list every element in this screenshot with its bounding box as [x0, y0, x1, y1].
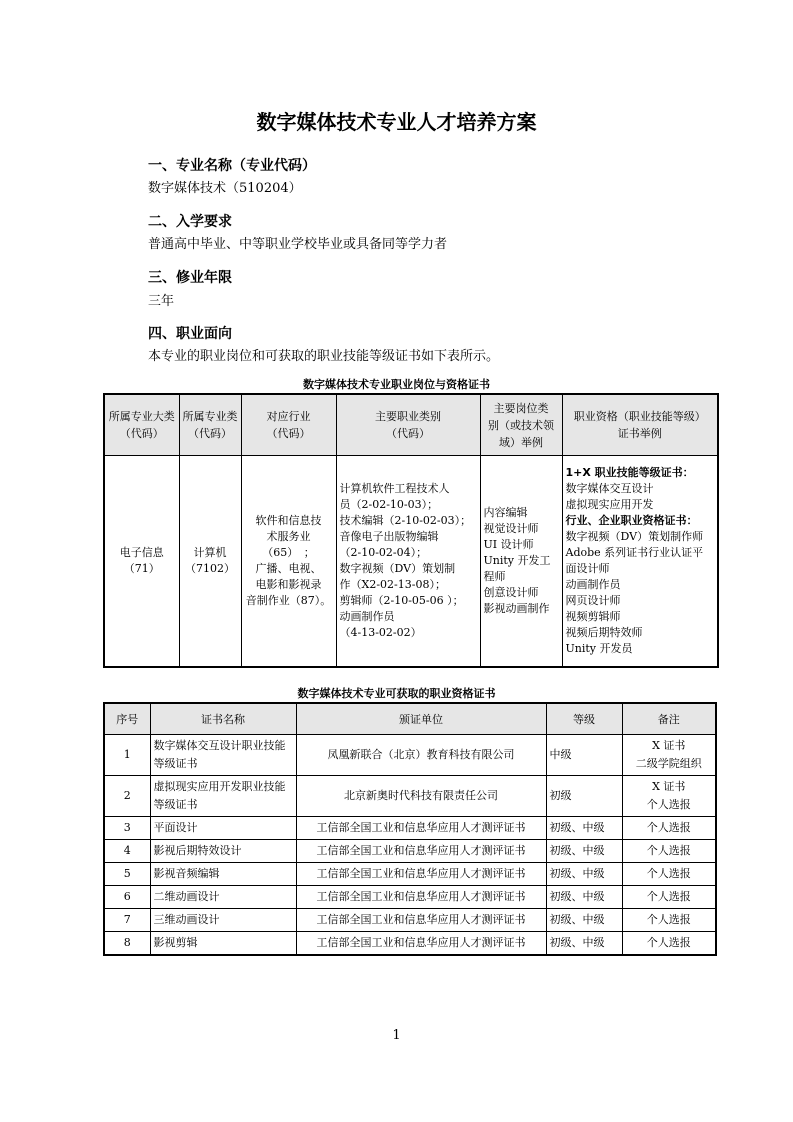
table-row: 2 虚拟现实应用开发职业技能等级证书 北京新奥时代科技有限责任公司 初级 X 证书 个人选报 — [104, 776, 716, 817]
table-row: 7 三维动画设计 工信部全国工业和信息华应用人才测评证书 初级、中级 个人选报 — [104, 909, 716, 932]
page-number: 1 — [392, 1028, 401, 1043]
career-table-header — [104, 394, 718, 456]
career-table — [103, 393, 719, 668]
header-issuer: 颁证单位 — [296, 703, 546, 735]
header-major-category: 所属专业大类 （代码） — [104, 394, 179, 456]
cell-major-category: 电子信息 （71） — [104, 456, 179, 668]
cell-industry: 软件和信息技 术服务业 （65） ； 广播、电视、 电影和影视录 音制作业（87）。 — [241, 456, 336, 668]
certificate-table-header — [104, 703, 716, 735]
section-text-major-name: 数字媒体技术（510204） — [148, 181, 302, 196]
career-table-row — [104, 456, 718, 668]
header-no: 序号 — [104, 703, 150, 735]
section-heading-admission: 二、入学要求 — [148, 214, 232, 230]
header-industry: 对应行业 （代码） — [241, 394, 336, 456]
section-heading-major-name: 一、专业名称（专业代码） — [148, 158, 316, 174]
table-row: 8 影视剪辑 工信部全国工业和信息华应用人才测评证书 初级、中级 个人选报 — [104, 932, 716, 956]
table2-caption: 数字媒体技术专业可获取的职业资格证书 — [297, 687, 496, 700]
section-text-duration: 三年 — [148, 294, 175, 309]
cell-occupations: 计算机软件工程技术人 员（2-02-10-03）； 技术编辑（2-10-02-03）； 音像电子出版物编辑 （2-10-02-04）； 数字视频（DV）策划制 作（X2-02-13-08）； 剪辑师（2-10-05-06 ）； 动画制作员 （4-13-02-02） — [336, 456, 480, 668]
header-position: 主要岗位类 别（或技术领 域）举例 — [480, 394, 562, 456]
header-major-class: 所属专业类 （代码） — [179, 394, 241, 456]
section-text-admission: 普通高中毕业、中等职业学校毕业或具备同等学力者 — [148, 237, 448, 252]
section-text-career: 本专业的职业岗位和可获取的职业技能等级证书如下表所示。 — [148, 349, 500, 364]
cell-positions: 内容编辑 视觉设计师 UI 设计师 Unity 开发工 程师 创意设计师 影视动画制作 — [480, 456, 562, 668]
cell-major-class: 计算机 （7102） — [179, 456, 241, 668]
header-occupation: 主要职业类别 （代码） — [336, 394, 480, 456]
table-row: 4 影视后期特效设计 工信部全国工业和信息华应用人才测评证书 初级、中级 个人选报 — [104, 840, 716, 863]
table-row: 1 数字媒体交互设计职业技能等级证书 凤凰新联合（北京）教育科技有限公司 中级 X 证书 二级学院组织 — [104, 735, 716, 776]
header-level: 等级 — [546, 703, 622, 735]
header-note: 备注 — [622, 703, 716, 735]
table-row: 6 二维动画设计 工信部全国工业和信息华应用人才测评证书 初级、中级 个人选报 — [104, 886, 716, 909]
table1-caption: 数字媒体技术专业职业岗位与资格证书 — [303, 378, 490, 391]
header-cert-name: 证书名称 — [150, 703, 296, 735]
section-heading-career: 四、职业面向 — [148, 326, 232, 342]
certificate-table — [103, 702, 717, 956]
section-heading-duration: 三、修业年限 — [148, 270, 232, 286]
header-certificate: 职业资格（职业技能等级） 证书举例 — [562, 394, 718, 456]
table-row: 3 平面设计 工信部全国工业和信息华应用人才测评证书 初级、中级 个人选报 — [104, 817, 716, 840]
document-title: 数字媒体技术专业人才培养方案 — [256, 110, 537, 134]
table-row: 5 影视音频编辑 工信部全国工业和信息华应用人才测评证书 初级、中级 个人选报 — [104, 863, 716, 886]
cell-certificates: 1+X 职业技能等级证书： 数字媒体交互设计 虚拟现实应用开发 行业、企业职业资格证书： 数字视频（DV）策划制作师 Adobe 系列证书行业认证平 面设计师 动画制作员 网页设计师 视频剪辑师 视频后期特效师 Unity 开发员 — [562, 456, 718, 668]
